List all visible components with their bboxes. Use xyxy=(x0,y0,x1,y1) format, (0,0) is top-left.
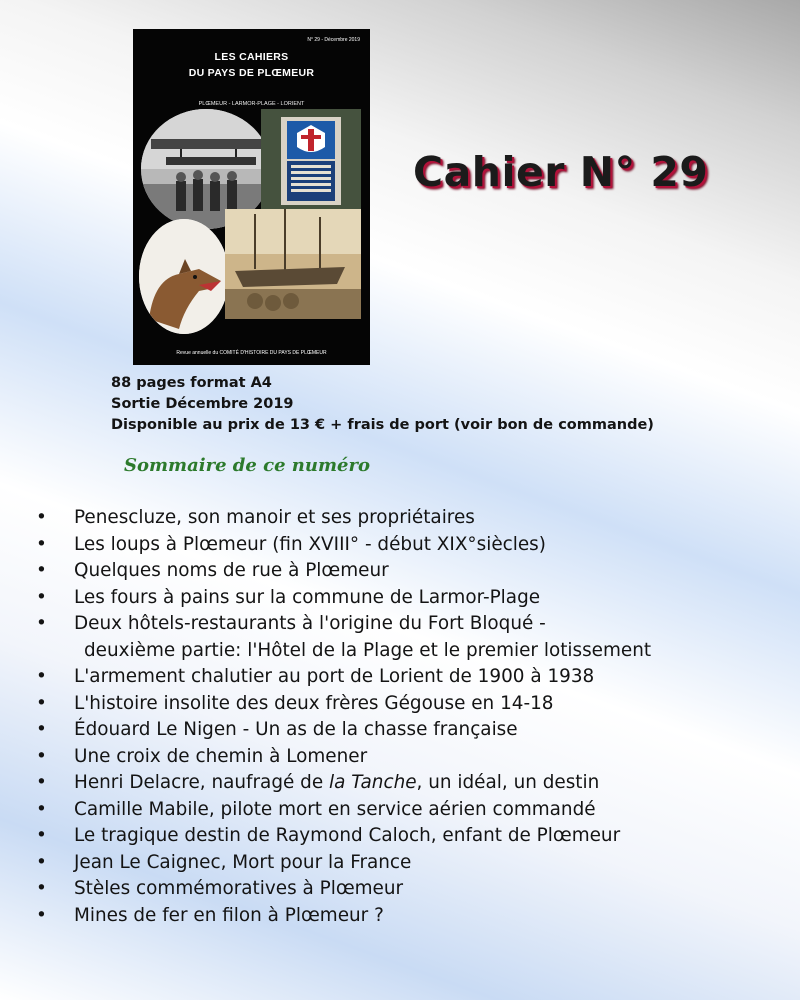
list-item xyxy=(36,717,651,744)
release-date: Sortie Décembre 2019 xyxy=(111,396,294,412)
bullet-icon: • xyxy=(36,613,47,634)
list-item xyxy=(36,532,651,559)
list-item-text: L'armement chalutier au port de Lorient de 1900 à 1938 xyxy=(74,666,595,687)
list-item-text: Le tragique destin de Raymond Caloch, enfant de Plœmeur xyxy=(74,825,621,846)
list-item-text: Les loups à Plœmeur (fin XVIII° - début XIX°siècles) xyxy=(74,533,546,555)
list-item-text: Henri Delacre, naufragé de xyxy=(74,772,329,793)
list-item-text-after: , un idéal, un destin xyxy=(416,772,600,793)
cover-title-line1: LES CAHIERS xyxy=(214,51,289,63)
list-item-text: Édouard Le Nigen - Un as de la chasse française xyxy=(74,719,518,740)
magazine-cover xyxy=(133,29,370,365)
list-item xyxy=(36,505,651,532)
list-item-continuation: deuxième partie: l'Hôtel de la Plage et le premier lotissement xyxy=(84,639,652,661)
list-item xyxy=(36,664,651,691)
list-item xyxy=(36,797,651,824)
issue-info xyxy=(111,373,654,436)
list-item-text: Deux hôtels-restaurants à l'origine du Fort Bloqué - xyxy=(74,613,546,634)
list-item xyxy=(36,611,651,664)
bullet-icon: • xyxy=(36,586,47,608)
bullet-icon: • xyxy=(36,825,47,846)
cover-issue-label: N° 29 - Décembre 2019 xyxy=(307,37,360,43)
list-item-text: Jean Le Caignec, Mort pour la France xyxy=(74,851,412,873)
cover-footer: Revue annuelle du COMITÉ D'HISTOIRE DU PAYS DE PLŒMEUR xyxy=(176,350,327,356)
summary-title: Sommaire de ce numéro xyxy=(124,455,370,476)
list-item-text: L'histoire insolite des deux frères Gégouse en 14-18 xyxy=(74,692,554,714)
price-info: Disponible au prix de 13 € + frais de port (voir bon de commande) xyxy=(111,417,654,433)
list-item-text: Une croix de chemin à Lomener xyxy=(74,745,368,767)
bullet-icon: • xyxy=(36,851,47,873)
list-item-italic: la Tanche xyxy=(329,772,417,793)
cover-title-line2: DU PAYS DE PLŒMEUR xyxy=(188,67,315,79)
bullet-icon: • xyxy=(36,878,47,899)
bullet-icon: • xyxy=(36,798,47,820)
wolf-photo xyxy=(139,219,229,334)
bullet-icon: • xyxy=(36,560,47,581)
issue-heading: Cahier N° 29 xyxy=(413,148,709,196)
bullet-icon: • xyxy=(36,533,47,555)
list-item xyxy=(36,770,651,797)
page-count: 88 pages format A4 xyxy=(111,375,272,391)
list-item xyxy=(36,876,651,903)
bullet-icon: • xyxy=(36,507,47,528)
cover-places: PLŒMEUR - LARMOR-PLAGE - LORIENT xyxy=(198,101,305,107)
bullet-icon: • xyxy=(36,692,47,714)
list-item xyxy=(36,691,651,718)
list-item xyxy=(36,744,651,771)
list-item xyxy=(36,558,651,585)
list-item xyxy=(36,585,651,612)
list-item xyxy=(36,823,651,850)
list-item xyxy=(36,903,651,930)
bullet-icon: • xyxy=(36,719,47,740)
list-item-text: Stèles commémoratives à Plœmeur xyxy=(74,878,404,899)
bullet-icon: • xyxy=(36,666,47,687)
list-item-text: Les fours à pains sur la commune de Larmor-Plage xyxy=(74,586,541,608)
bullet-icon: • xyxy=(36,904,47,926)
memorial-plaque-photo xyxy=(261,109,361,209)
list-item-text: Mines de fer en filon à Plœmeur ? xyxy=(74,904,384,926)
table-of-contents xyxy=(36,505,651,929)
list-item-text: Penescluze, son manoir et ses propriétaires xyxy=(74,507,475,528)
bullet-icon: • xyxy=(36,772,47,793)
list-item-text: Quelques noms de rue à Plœmeur xyxy=(74,560,389,581)
bullet-icon: • xyxy=(36,745,47,767)
list-item xyxy=(36,850,651,877)
harbour-photo xyxy=(225,209,361,319)
list-item-text: Camille Mabile, pilote mort en service aérien commandé xyxy=(74,798,596,820)
